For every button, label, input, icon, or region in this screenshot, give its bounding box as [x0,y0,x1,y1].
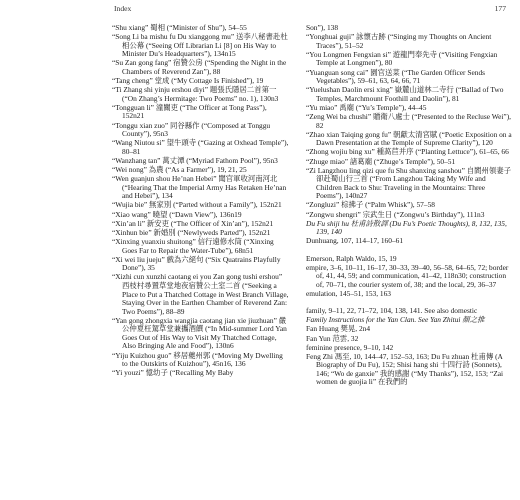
index-entry: “Xi wei liu jueju” 戲為六絕句 (“Six Quatrains Playfully Done”), 35 [112,254,281,273]
index-entry: “Wang Niutou si” 望牛頭寺 (“Gazing at Oxhead Temple”), 80–81 [112,138,289,156]
index-entry: “Xiao wang” 曉望 (“Dawn View”), 136n19 [112,209,242,219]
index-entry: “Tang cheng” 堂成 (“My Cottage Is Finished”), 19 [112,76,264,86]
index-entry: Fan Yun 范雲, 32 [306,333,359,343]
index-entry: “Ti Zhang shi yinju ershou diyi” 題張氏隱居二首第一 (“On Zhang’s Hermitage: Two Poems” no. 1), 130n3 [112,85,279,103]
index-entry: “Tongguan li” 潼關吏 (“The Officer at Tong Pass”), 152n21 [112,102,267,121]
index-entry: empire, 3–6, 10–11, 16–17, 30–33, 39–40, 56–58, 64–65, 72; border of, 41, 44, 59; and communication, 41–42, 118n30; construction of, 70–71, the courier system of, 38; and the local, 29, 36–37 [306,262,509,289]
index-entry: emulation, 145–51, 153, 163 [306,288,391,298]
index-entry: “Xin’an li” 新安吏 (“The Officer of Xin’an”), 152n21 [112,218,274,228]
index-entry: “Wanzhang tan” 萬丈潭 (“Myriad Fathom Pool”), 95n3 [112,155,278,165]
running-header [114,4,506,16]
index-entry: “Yuanguan song cai” 園官送菜 (“The Garden Officer Sends Vegetables”), 59–61, 63, 64, 66, 71 [306,67,486,86]
index-entry: “Zhao xian Taiqing gong fu” 朝獻太清宮賦 (“Poetic Exposition on a Dawn Presentation at the Temple of Supreme Clarity”), 120 [306,129,512,148]
index-entry: Family Instructions for the Yan Clan. See Yan Zhitui 顏之推 [306,315,485,325]
index-entry: “Zongwu shengri” 宗武生日 (“Zongwu’s Birthday”), 111n3 [306,209,485,219]
index-column-left [112,24,290,378]
index-entry: “Yuelushan Daolin ersi xing” 嶽麓山道林二寺行 (“Ballad of Two Temples, Marchmount Foothill and Daolin”), 81 [306,85,504,103]
index-entry: “You Longmen Fengxian si” 遊龍門奉先寺 (“Visiting Fengxian Temple at Longmen”), 80 [306,49,498,68]
index-entry: “Yan gong zhongxia wangjia caotang jian xie jiuzhuan” 嚴公仲夏枉駕草堂兼攜酒饌 (“In Mid-summer Lord Yan Goes Out of His Way to Visit My Thatched Cottage, Also Bringing Ale and Food”), 130n6 [112,315,287,351]
index-entry: “Wen guanjun shou He’nan Hebei” 聞官軍收河南河北 (“Hearing That the Imperial Army Has Retaken He’nan and Hebei”), 134 [112,174,287,201]
index-entry: Son”), 138 [306,23,339,32]
index-entry: “Zongluzi” 棕拂子 (“Palm Whisk”), 57–58 [306,200,435,210]
index-entry: Du Fu shiji hu 杜甫詩散譯 (Du Fu’s Poetic Thoughts), 8, 132, 135, 139, 140 [306,218,507,237]
index-entry: “Yiju Kuizhou guo” 移居夔州郭 (“Moving My Dwelling to the Outskirts of Kuizhou”), 45n16, 136 [112,350,283,369]
index-entry: “Yi youzi” 憶幼子 (“Recalling My Baby [112,368,234,378]
index-entry: Feng Zhi 馮至, 10, 144–47, 152–53, 163; Du Fu zhuan 杜甫傳 (A Biography of Du Fu), 152; Shisi hang shi 十四行詩 (Sonnets), 146; “Wo de ganxie” 我的感謝 (“My Thanks”), 152, 153; “Zai women de guojia li” 在我們的 [306,351,504,387]
index-entry: “Yu miao” 禹廟 (“Yu’s Temple”), 44–45 [306,102,427,112]
index-entry: “Tonggu xian zuo” 同谷縣作 (“Composed at Tonggu County”), 95n3 [112,120,271,139]
running-header-title: Index [114,4,132,13]
index-entry: “Shu xiang” 蜀相 (“Minister of Shu”), 54–55 [112,23,247,32]
index-entry: “Zhuge miao” 諸葛廟 (“Zhuge’s Temple”), 50–51 [306,156,456,166]
index-entry: feminine presence, 9–10, 142 [306,342,394,352]
index-entry: “Wei nong” 為農 (“As a Farmer”), 19, 21, 25 [112,165,247,175]
index-entry: Fan Huang 樊晃, 2n4 [306,324,371,334]
index-entry: Emerson, Ralph Waldo, 15, 19 [306,253,397,263]
index-entry: “Xizhi cun xunzhi caotang ei you Zan gong tushi ershou” 西枝村尋置草堂地夜宿贊公土室二首 (“Seeking a Place to Put a Thatched Cottage in West Branch Village, Staying Over in the Earthen Chamber of Reverend Zan: Two Poems”), 88–89 [112,272,289,316]
index-entry: “Xinxing yuanxiu shuitong” 信行遠修水筒 (“Xinxing Goes Far to Repair the Water-Tube”), 68n51 [112,237,274,255]
index-column-right [306,24,512,388]
index-entry: “Su Zan gong fang” 宿贊公房 (“Spending the Night in the Chambers of Reverend Zan”), 88 [112,58,287,76]
index-entry: “Yonghuai guji” 詠懷古跡 (“Singing my Thoughts on Ancient Traces”), 51–52 [306,32,492,50]
index-entry: “Zi Langzhou ling qizi que fu Shu shanxing sanshou” 自閬州領妻子卻赴蜀山行三首 (“From Langzhou Taking My Wife and Children Back to Shu: Traveling in the Mountains: Three Poems”), 140n27 [306,165,512,201]
index-entry: “Zhong wojiu bing xu” 種萵苣并序 (“Planting Lettuce”), 61–65, 66 [306,147,509,157]
index-entry: “Song Li ba mishu fu Du xianggong mu” 送李八秘書赴杜相公幕 (“Seeing Off Librarian Li [8] on His Way to Minister Du’s Headquarters”), 134n15 [112,32,288,59]
index-entry: family, 9–11, 22, 71–72, 104, 138, 141. See also domestic [306,306,478,316]
index-entry: Dunhuang, 107, 114–17, 160–61 [306,236,404,246]
page-number: 177 [494,4,506,13]
index-entry: “Xinhun bie” 新婚別 (“Newlyweds Parted”), 152n21 [112,227,271,237]
index-entry: “Wujia bie” 無家別 (“Parted without a Family”), 152n21 [112,200,282,210]
index-entry: “Zeng Wei ba chushi” 贈衛八處士 (“Presented to the Recluse Wei”), 82 [306,112,512,130]
